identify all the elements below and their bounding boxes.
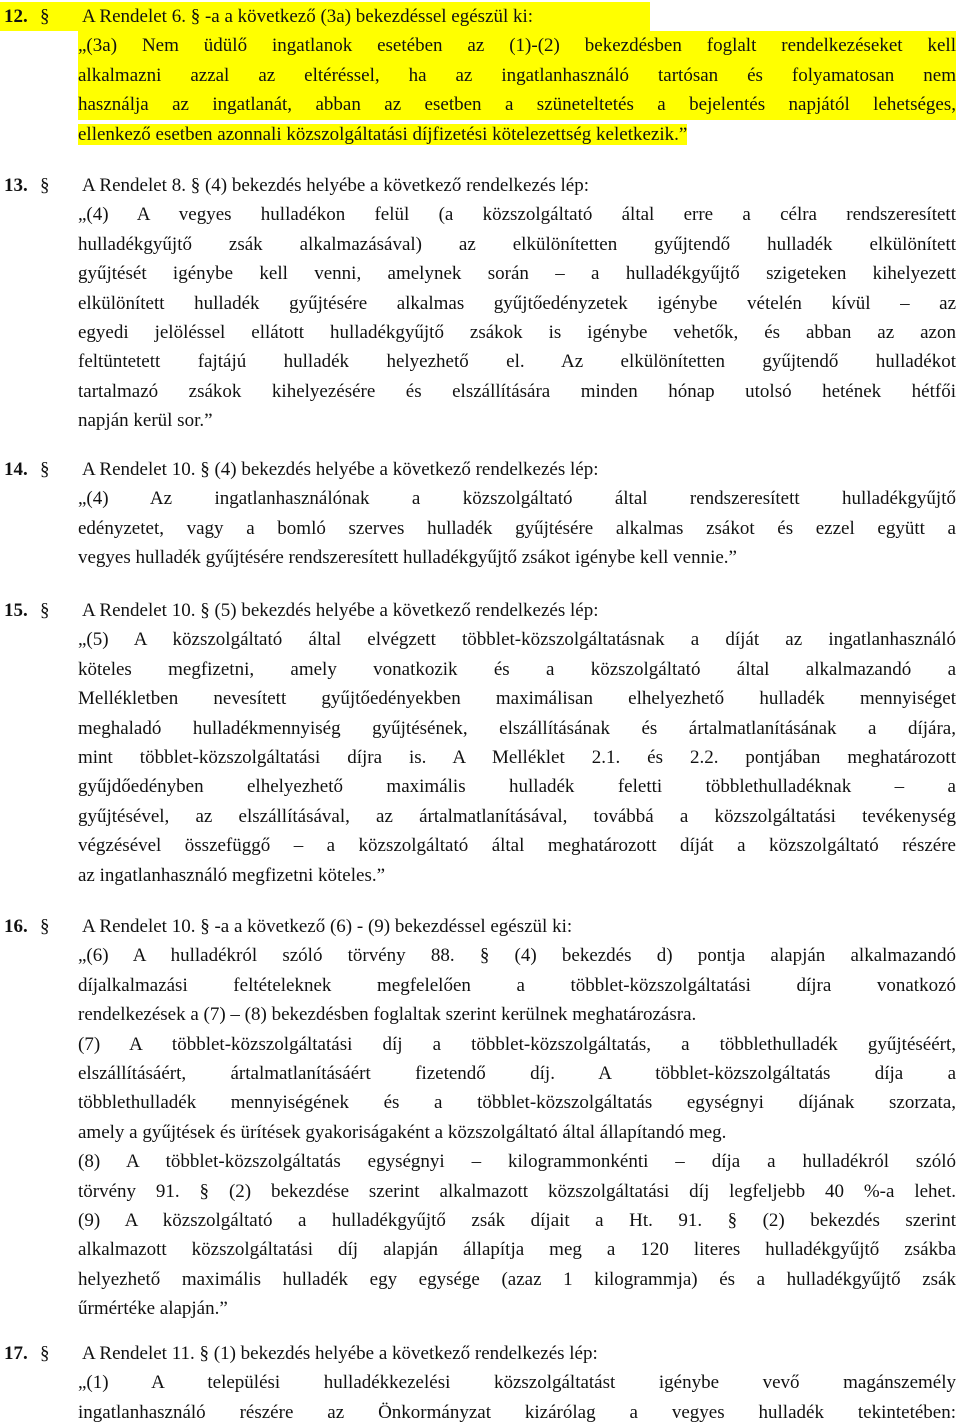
body-line: gyűjtését igénybe kell venni, amelynek során – a hulladékgyűjtő szigeteken kihelyezett	[78, 263, 956, 285]
body-line: alkalmazott közszolgáltatási díj alapján állapítja meg a 120 literes hulladékgyűjtő zsákba	[78, 1239, 956, 1261]
section-sign: §	[40, 6, 50, 27]
body-line: helyezhető maximális hulladék egy egysége (azaz 1 kilogrammja) és a hulladékgyűjtő zsák	[78, 1268, 956, 1290]
body-line: „(6) A hulladékról szóló törvény 88. § (4) bekezdés d) pontja alapján alkalmazandó	[78, 945, 956, 967]
amendment-item	[0, 596, 956, 890]
amendment-item	[0, 171, 956, 436]
body-line: „(4) A vegyes hulladékon felül (a közszolgáltató által erre a célra rendszeresített	[78, 204, 956, 226]
item-body	[78, 941, 956, 1323]
body-line: tartalmazó zsákok kihelyezésére és elszállítására minden hónap utolsó hetének hétfői	[78, 380, 956, 402]
item-title: A Rendelet 10. § -a a következő (6) - (9) bekezdéssel egészül ki:	[82, 916, 573, 937]
item-heading	[0, 455, 956, 484]
section-sign: §	[40, 916, 50, 937]
item-title: A Rendelet 6. § -a a következő (3a) bekezdéssel egészül ki:	[82, 6, 534, 27]
item-title: A Rendelet 8. § (4) bekezdés helyébe a következő rendelkezés lép:	[82, 175, 589, 196]
body-line: többlethulladék mennyiségének és a többlet-közszolgáltatás egységnyi díjának szorzata,	[78, 1092, 956, 1114]
item-body	[78, 625, 956, 890]
section-sign: §	[40, 1343, 50, 1364]
item-heading	[0, 912, 956, 941]
body-line: gyűjdőedényben elhelyezhető maximális hulladék feletti többlethulladéknak – a	[78, 776, 956, 798]
body-line: „(5) A közszolgáltató által elvégzett többlet-közszolgáltatásnak a díját az ingatlanhasználó	[78, 629, 956, 651]
body-line: törvény 91. § (2) bekezdése szerint alkalmazott közszolgáltatási díj legfeljebb 40 %-a lehet.	[78, 1180, 956, 1202]
body-line-text: ellenkező esetben azonnali közszolgáltatási díjfizetési kötelezettség keletkezik.”	[78, 123, 688, 145]
body-line: „(4) Az ingatlanhasználónak a közszolgáltató által rendszeresített hulladékgyűjtő	[78, 488, 956, 510]
body-line: (7) A többlet-közszolgáltatási díj a többlet-közszolgáltatás, a többlethulladék gyűjtéséért,	[78, 1033, 956, 1055]
body-line: amely a gyűjtések és ürítések gyakoriságaként a közszolgáltató által állapítandó meg.	[78, 1121, 727, 1143]
amendment-item	[0, 1339, 956, 1427]
body-line	[78, 31, 956, 60]
body-line: díjalkalmazási feltételeknek megfelelően a többlet-közszolgáltatási díjra vonatkozó	[78, 974, 956, 996]
body-line: űrmértéke alapján.”	[78, 1298, 228, 1320]
body-line: (9) A közszolgáltató a hulladékgyűjtő zsák díjait a Ht. 91. § (2) bekezdés szerint	[78, 1209, 956, 1231]
body-line: köteles megfizetni, amely vonatkozik és a közszolgáltató által alkalmazandó a	[78, 658, 956, 680]
item-heading	[0, 171, 956, 200]
body-line: elszállításáért, ártalmatlanításáért fizetendő díj. A többlet-közszolgáltatás díja a	[78, 1062, 956, 1084]
item-body	[78, 484, 956, 572]
section-sign: §	[40, 175, 50, 196]
body-line: végzésével összefüggő – a közszolgáltató által meghatározott díját a közszolgáltató részére	[78, 835, 956, 857]
body-line: „(1) A települési hulladékkezelési közszolgáltatást igénybe vevő magánszemély	[78, 1372, 956, 1394]
body-line: edényzetet, vagy a bomló szerves hulladék gyűjtésére alkalmas zsákot és ezzel együtt a	[78, 517, 956, 539]
item-number: 13.	[4, 175, 28, 196]
amendment-item	[0, 455, 956, 573]
item-number: 12.	[4, 6, 28, 27]
body-line: (8) A többlet-közszolgáltatás egységnyi – kilogrammonkénti – díja a hulladékról szóló	[78, 1151, 956, 1173]
amendment-item	[0, 912, 956, 1323]
body-line: hulladékgyűjtő zsák alkalmazásával) az elkülönítetten gyűjtendő hulladék elkülönített	[78, 233, 956, 255]
body-line: ingatlanhasználó részére az Önkormányzat kizárólag a vegyes hulladék tekintetében:	[78, 1401, 956, 1423]
item-body	[78, 200, 956, 435]
body-line: elkülönített hulladék gyűjtésére alkalmas gyűjtőedényzetek igénybe vételén kívül – az	[78, 292, 956, 314]
item-number: 17.	[4, 1343, 28, 1364]
item-title: A Rendelet 10. § (5) bekezdés helyébe a következő rendelkezés lép:	[82, 600, 599, 621]
body-line: egyedi jelöléssel ellátott hulladékgyűjtő zsákok is igénybe vehetők, és abban az azon	[78, 321, 956, 343]
amendment-item	[0, 2, 956, 149]
body-line	[78, 61, 956, 90]
section-sign: §	[40, 600, 50, 621]
body-line: gyűjtésével, az elszállításával, az ártalmatlanításával, továbbá a közszolgáltatási tevékenység	[78, 805, 956, 827]
body-line-text: „(3a) Nem üdülő ingatlanok esetében az (1)-(2) bekezdésben foglalt rendelkezéseket kell	[78, 31, 956, 60]
body-line-text: alkalmazni azzal az eltéréssel, ha az ingatlanhasználó tartósan és folyamatosan nem	[78, 61, 956, 90]
body-line-text: használja az ingatlanát, abban az esetben a szüneteltetés a bejelentés napjától lehetséges,	[78, 90, 956, 119]
item-number: 15.	[4, 600, 28, 621]
body-line: feltüntetett fajtájú hulladék helyezhető el. Az elkülönítetten gyűjtendő hulladékot	[78, 351, 956, 373]
body-line	[78, 90, 956, 119]
item-body	[78, 31, 956, 149]
body-line: Mellékletben nevesített gyűjtőedényekben maximálisan elhelyezhető hulladék mennyiséget	[78, 688, 956, 710]
body-line: vegyes hulladék gyűjtésére rendszeresített hulladékgyűjtő zsákot igénybe kell vennie.”	[78, 547, 737, 569]
body-line: napján kerül sor.”	[78, 410, 213, 432]
body-line: az ingatlanhasználó megfizetni köteles.”	[78, 864, 386, 886]
body-line: meghaladó hulladékmennyiség gyűjtésének, elszállításának és ártalmatlanításának a díjára,	[78, 717, 956, 739]
section-sign: §	[40, 459, 50, 480]
item-number: 14.	[4, 459, 28, 480]
item-heading	[0, 1339, 956, 1368]
body-line	[78, 120, 956, 149]
item-title: A Rendelet 11. § (1) bekezdés helyébe a következő rendelkezés lép:	[82, 1343, 598, 1364]
item-title: A Rendelet 10. § (4) bekezdés helyébe a következő rendelkezés lép:	[82, 459, 599, 480]
item-body	[78, 1368, 956, 1427]
item-heading	[0, 2, 650, 31]
body-line: rendelkezések a (7) – (8) bekezdésben foglaltak szerint kerülnek meghatározásra.	[78, 1004, 697, 1026]
item-number: 16.	[4, 916, 28, 937]
body-line: mint többlet-közszolgáltatási díjra is. A Melléklet 2.1. és 2.2. pontjában meghatározott	[78, 746, 956, 768]
item-heading	[0, 596, 956, 625]
